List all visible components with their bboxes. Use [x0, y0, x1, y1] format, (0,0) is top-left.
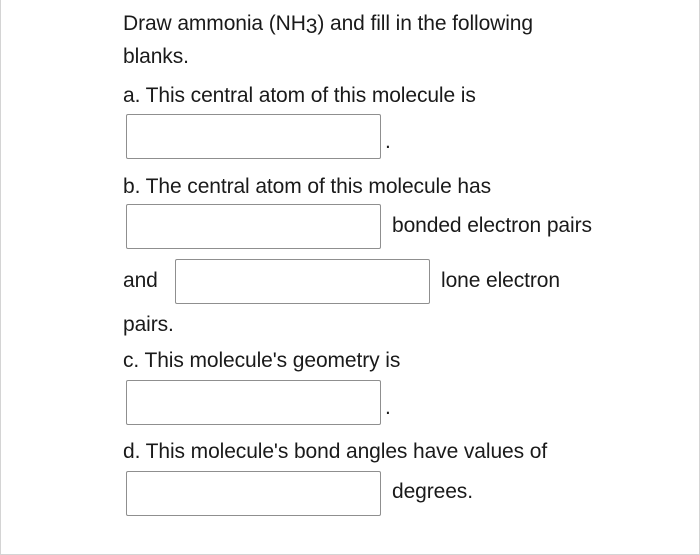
question-intro-line1: Draw ammonia (NH3) and fill in the following	[123, 12, 533, 38]
part-b-text: b. The central atom of this molecule has	[123, 175, 491, 198]
part-a-period: .	[385, 130, 391, 153]
pairs-label: pairs.	[123, 313, 174, 336]
central-atom-input[interactable]	[126, 114, 381, 159]
subscript-three: 3	[305, 15, 318, 38]
part-d-text: d. This molecule's bond angles have values of	[123, 440, 548, 463]
bonded-pairs-label: bonded electron pairs	[392, 214, 592, 237]
question-intro-line2: blanks.	[123, 45, 189, 68]
part-c-period: .	[385, 396, 391, 419]
lone-electron-label: lone electron	[441, 269, 560, 292]
bond-angle-input[interactable]	[126, 471, 381, 516]
bonded-pairs-input[interactable]	[126, 204, 381, 249]
part-a-text: a. This central atom of this molecule is	[123, 84, 476, 107]
part-c-text: c. This molecule's geometry is	[123, 349, 401, 372]
and-label: and	[123, 269, 158, 292]
geometry-input[interactable]	[126, 380, 381, 425]
lone-pairs-input[interactable]	[175, 259, 430, 304]
degrees-label: degrees.	[392, 480, 473, 503]
